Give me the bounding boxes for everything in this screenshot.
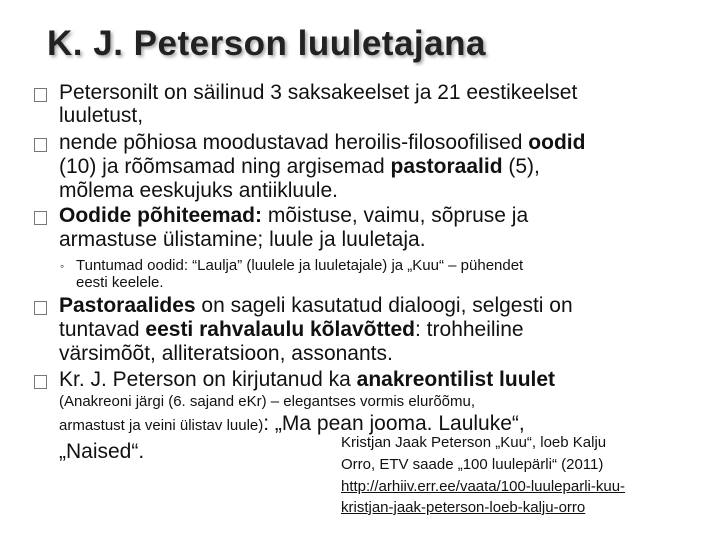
slide-title: K. J. Peterson luuletajana xyxy=(47,24,486,63)
source-link-line-2[interactable]: kristjan-jaak-peterson-loeb-kalju-orro xyxy=(341,499,586,516)
ring-bullet-icon: ◦ xyxy=(60,259,65,273)
bullet-2-bold-oodid: oodid xyxy=(528,131,586,154)
bullet-5-line-1 xyxy=(59,368,555,392)
checkbox-bullet-icon xyxy=(34,301,47,315)
bullet-5-line-4: „Naised“. xyxy=(59,440,145,463)
bullet-4-text: tuntavad xyxy=(59,318,146,341)
bullet-5-line-2: (Anakreoni järgi (6. sajand eKr) – elegantses vormis elurõõmu, xyxy=(59,393,476,410)
bullet-4-bold-rahvalaulu: eesti rahvalaulu kõlavõtted xyxy=(145,318,416,341)
bullet-4-bold: Pastoraalides xyxy=(59,294,196,317)
bullet-2-text: (5), xyxy=(502,155,540,178)
bullet-2-text: nende põhiosa moodustavad heroilis-filosoofilised xyxy=(59,131,529,154)
sub-bullet-line-1: Tuntumad oodid: “Laulja” (luulele ja luuletajale) ja „Kuu“ – pühendet xyxy=(76,257,524,274)
bullet-4-line-3: värsimõõt, alliteratsioon, assonants. xyxy=(59,342,393,365)
bullet-2-text: (10) ja rõõmsamad ning argisemad xyxy=(59,155,391,178)
bullet-3-line-1 xyxy=(59,204,528,228)
bullet-1-line-2: luuletust, xyxy=(59,104,144,127)
bullet-4-line-2 xyxy=(59,318,524,342)
bullet-2-line-1 xyxy=(59,131,585,155)
source-link-line-1[interactable]: http://arhiiv.err.ee/vaata/100-luuleparli-kuu- xyxy=(341,478,626,495)
bullet-4-line-1 xyxy=(59,294,573,318)
bullet-5-line-3 xyxy=(59,412,525,436)
bullet-3-line-2: armastuse ülistamine; luule ja luuletaja. xyxy=(59,228,426,251)
bullet-2-line-2 xyxy=(59,155,540,179)
bullet-2-bold-pastoraalid: pastoraalid xyxy=(390,155,503,178)
bullet-3-text: mõistuse, vaimu, sõpruse ja xyxy=(262,204,529,227)
bullet-4-text: : trohheiline xyxy=(415,318,524,341)
checkbox-bullet-icon xyxy=(34,138,47,152)
checkbox-bullet-icon xyxy=(34,211,47,225)
checkbox-bullet-icon xyxy=(34,88,47,102)
checkbox-bullet-icon xyxy=(34,375,47,389)
caption-line-2: Orro, ETV saade „100 luulepärli“ (2011) xyxy=(341,456,604,473)
bullet-5-bold: anakreontilist luulet xyxy=(356,368,556,391)
bullet-5-quote: : „Ma pean jooma. Lauluke“, xyxy=(263,412,525,435)
caption-line-1: Kristjan Jaak Peterson „Kuu“, loeb Kalju xyxy=(341,434,607,451)
bullet-4-text: on sageli kasutatud dialoogi, selgesti on xyxy=(195,294,573,317)
bullet-5-text: Kr. J. Peterson on kirjutanud ka xyxy=(59,368,357,391)
bullet-5-small-text: armastust ja veini ülistav luule) xyxy=(59,417,264,434)
bullet-3-bold: Oodide põhiteemad: xyxy=(59,204,263,227)
sub-bullet-line-2: eesti keelele. xyxy=(76,274,164,291)
bullet-1-line-1: Petersonilt on säilinud 3 saksakeelset ja 21 eestikeelset xyxy=(59,81,578,104)
bullet-2-line-3: mõlema eeskujuks antiikluule. xyxy=(59,179,338,202)
